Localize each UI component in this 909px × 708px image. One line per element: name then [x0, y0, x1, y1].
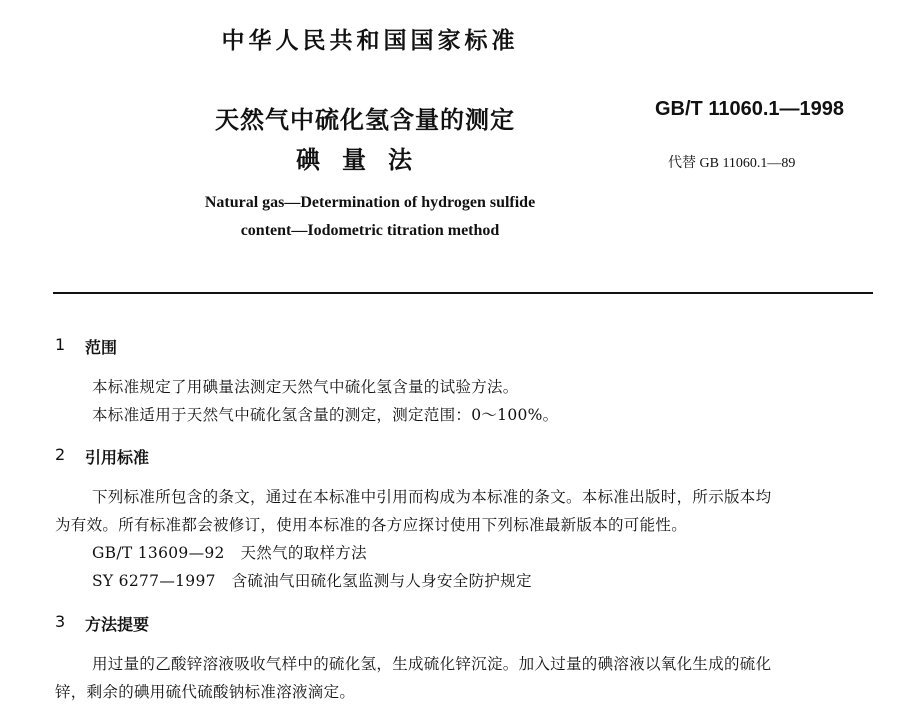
section-number: 3	[55, 612, 66, 631]
paragraph: 为有效。所有标准都会被修订，使用本标准的各方应探讨使用下列标准最新版本的可能性。	[55, 516, 688, 534]
section-title: 引用标准	[85, 448, 150, 467]
paragraph: 本标准规定了用碘量法测定天然气中硫化氢含量的试验方法。	[92, 378, 519, 396]
standard-organization: 中华人民共和国国家标准	[221, 28, 519, 54]
paragraph: 本标准适用于天然气中硫化氢含量的测定，测定范围：0～100%。	[92, 406, 559, 424]
replaces-note: 代替 GB 11060.1—89	[668, 156, 796, 171]
paragraph: 下列标准所包含的条文，通过在本标准中引用而构成为本标准的条文。本标准出版时，所示版本均	[92, 488, 772, 506]
reference-item: SY 6277—1997 含硫油气田硫化氢监测与人身安全防护规定	[92, 572, 532, 590]
document-title-en-line2: content—Iodometric titration method	[240, 222, 500, 239]
document-subtitle-cn: 碘量法	[296, 146, 434, 174]
document-title-en-line1: Natural gas—Determination of hydrogen sulfide	[204, 194, 536, 211]
section-number: 2	[55, 445, 66, 464]
section-number: 1	[55, 335, 66, 354]
header-divider	[53, 292, 873, 294]
section-title: 范围	[85, 338, 118, 357]
paragraph: 用过量的乙酸锌溶液吸收气样中的硫化氢，生成硫化锌沉淀。加入过量的碘溶液以氧化生成的硫化	[92, 655, 772, 673]
section-title: 方法提要	[85, 615, 150, 634]
reference-item: GB/T 13609—92 天然气的取样方法	[92, 544, 367, 562]
standard-code: GB/T 11060.1—1998	[655, 98, 845, 120]
paragraph: 锌，剩余的碘用硫代硫酸钠标准溶液滴定。	[55, 683, 356, 701]
document-title-cn: 天然气中硫化氢含量的测定	[215, 106, 515, 134]
